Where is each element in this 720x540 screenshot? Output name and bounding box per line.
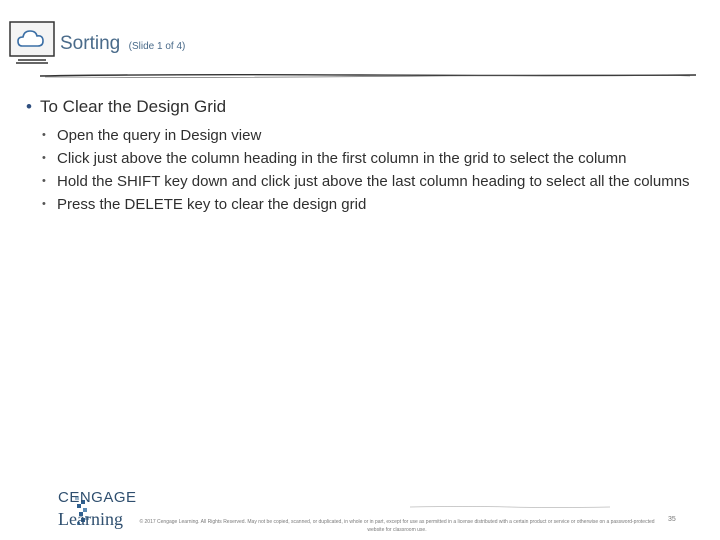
slide-content	[26, 96, 696, 216]
bullet-dot: •	[42, 152, 46, 164]
footer-divider	[410, 502, 610, 512]
bullet-heading: To Clear the Design Grid	[40, 97, 227, 116]
slide-title	[60, 33, 185, 55]
bullet-dot: •	[42, 129, 46, 141]
bullet-dot: •	[42, 175, 46, 187]
list-item-text: Click just above the column heading in the first column in the grid to select the column	[57, 150, 627, 167]
list-item	[42, 170, 696, 193]
header-divider	[40, 70, 696, 82]
page-number: 35	[668, 516, 676, 523]
subtitle-text: (Slide 1 of 4)	[128, 41, 186, 52]
cloud-computer-icon	[8, 20, 58, 64]
bullet-dot: •	[26, 97, 32, 116]
copyright-notice: © 2017 Cengage Learning. All Rights Reserved. May not be copied, scanned, or duplicated, in whole or in part, except for use as permitted in a license distributed with a certain product or service or otherwise on a password-protected website for classroom use.	[139, 519, 655, 533]
list-item-text: Hold the SHIFT key down and click just above the last column heading to select all the columns	[57, 173, 690, 190]
list-item	[42, 124, 696, 147]
list-item	[42, 147, 696, 170]
list-item	[42, 193, 696, 216]
main-bullet	[26, 96, 696, 118]
sub-bullet-list	[42, 124, 696, 216]
logo-wordmark-bottom: Learning	[58, 509, 123, 529]
list-item-text: Press the DELETE key to clear the design grid	[57, 196, 367, 213]
logo-wordmark-top: CENGAGE	[58, 489, 137, 506]
list-item-text: Open the query in Design view	[57, 127, 262, 144]
title-text: Sorting	[60, 33, 121, 54]
bullet-dot: •	[42, 198, 46, 210]
